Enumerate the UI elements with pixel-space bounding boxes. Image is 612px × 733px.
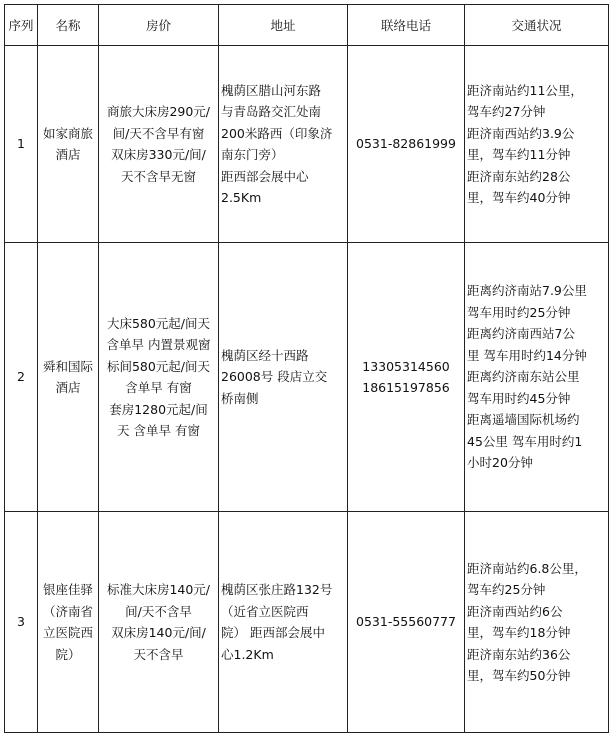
cell-address-line: 院） 距西部会展中 (221, 625, 325, 640)
cell-traffic-line: 驾车用时约25分钟 (467, 304, 571, 320)
cell-traffic-line: 里，驾车约18分钟 (467, 625, 571, 640)
cell-name (38, 512, 99, 733)
header-phone: 联络电话 (348, 5, 465, 46)
table-row (5, 46, 609, 243)
cell-name (38, 46, 99, 243)
cell-address-line: 槐荫区张庄路132号 (221, 582, 333, 597)
cell-price-line: 天不含早无窗 (120, 168, 196, 184)
cell-price (99, 512, 219, 733)
cell-name-line: 银座佳驿 (42, 582, 93, 597)
cell-traffic-line: 距离遥墙国际机场约 (467, 412, 580, 428)
cell-address-line: 桥南侧 (221, 390, 259, 406)
cell-address-line: 26008号 段店立交 (221, 369, 328, 385)
cell-price-line: 双床房140元/间/ (111, 625, 206, 640)
cell-address-line: 槐荫区经十西路 (221, 347, 309, 363)
cell-traffic-line: 45公里 驾车用时约1 (467, 433, 583, 449)
cell-seq: 3 (5, 512, 38, 733)
cell-traffic-line: 距济南东站约36公 (467, 646, 571, 662)
cell-name-line: 立医院西 (42, 625, 93, 640)
cell-price-line: 套房1280元起/间 (109, 401, 208, 417)
hotel-table (4, 4, 609, 733)
cell-address-line: 2.5Km (221, 190, 262, 205)
cell-traffic-line: 里，驾车约50分钟 (467, 668, 571, 683)
cell-traffic (465, 46, 609, 243)
cell-address-line: 200米路西（印象济 (221, 125, 333, 141)
cell-traffic-line: 距济南东站约28公 (467, 168, 571, 184)
cell-phone-line: 13305314560 (362, 358, 450, 374)
cell-price-line: 天 含单早 有窗 (117, 423, 200, 438)
cell-traffic-line: 距济南站约11公里， (467, 82, 583, 98)
cell-traffic-line: 距离约济南东站公里 (467, 369, 580, 385)
cell-address (219, 46, 348, 243)
cell-traffic-line: 距济南西站约3.9公 (467, 125, 575, 141)
cell-price-line: 间/天不含早有窗 (112, 125, 205, 141)
cell-address-line: （近省立医院西 (221, 603, 309, 619)
cell-price-line: 商旅大床房290元/ (106, 104, 211, 119)
cell-traffic-line: 距离约济南西站7公 (467, 326, 575, 342)
cell-price-line: 大床580元起/间天 (106, 315, 211, 331)
cell-name-line: 舜和国际 (42, 358, 93, 374)
cell-price-line: 双床房330元/间/ (111, 147, 206, 162)
cell-price-line: 含单早 有窗 (125, 380, 192, 395)
cell-address-line: 南东门旁） (221, 147, 284, 162)
cell-traffic-line: 里，驾车约11分钟 (467, 147, 571, 162)
header-seq: 序列 (5, 5, 38, 46)
header-price: 房价 (99, 5, 219, 46)
cell-price-line: 天不含早 (133, 646, 184, 662)
cell-seq: 2 (5, 243, 38, 512)
cell-traffic (465, 243, 609, 512)
cell-name-line: 酒店 (55, 380, 81, 395)
cell-phone (348, 243, 465, 512)
cell-traffic-line: 驾车约27分钟 (467, 104, 546, 119)
cell-traffic-line: 距济南站约6.8公里， (467, 560, 587, 576)
cell-address-line: 距西部会展中心 (221, 168, 309, 184)
cell-traffic-line: 里，驾车约40分钟 (467, 190, 571, 205)
cell-address (219, 243, 348, 512)
cell-traffic-line: 驾车用时约45分钟 (467, 390, 571, 406)
cell-traffic-line: 驾车约25分钟 (467, 582, 546, 597)
cell-address-line: 心1.2Km (221, 646, 274, 662)
table-row (5, 512, 609, 733)
cell-traffic-line: 距济南西站约6公 (467, 603, 563, 619)
cell-traffic-line: 里 驾车用时约14分钟 (467, 347, 587, 363)
cell-name (38, 243, 99, 512)
cell-price (99, 46, 219, 243)
cell-name-line: （济南省 (42, 603, 93, 619)
cell-price-line: 间/天不含早 (125, 603, 192, 619)
cell-name-line: 酒店 (55, 147, 81, 162)
cell-phone-line: 0531-55560777 (356, 614, 456, 630)
header-traffic: 交通状况 (465, 5, 609, 46)
cell-price-line: 标准大床房140元/ (106, 582, 211, 597)
table-row (5, 243, 609, 512)
cell-traffic-line: 小时20分钟 (467, 455, 533, 471)
cell-traffic-line: 距离约济南站7.9公里 (467, 283, 587, 299)
cell-phone (348, 46, 465, 243)
cell-name-line: 如家商旅 (42, 125, 93, 141)
cell-price-line: 标间580元起/间天 (106, 358, 211, 374)
header-row (5, 5, 609, 46)
cell-price-line: 含单早 内置景观窗 (106, 337, 211, 352)
cell-phone-line: 18615197856 (362, 380, 450, 395)
cell-phone-line: 0531-82861999 (356, 136, 456, 152)
cell-price (99, 243, 219, 512)
cell-name-line: 院） (55, 646, 81, 662)
cell-traffic (465, 512, 609, 733)
cell-address-line: 槐荫区腊山河东路 (221, 82, 322, 98)
cell-address-line: 与青岛路交汇处南 (221, 104, 322, 119)
header-name: 名称 (38, 5, 99, 46)
cell-seq: 1 (5, 46, 38, 243)
cell-phone (348, 512, 465, 733)
cell-address (219, 512, 348, 733)
header-address: 地址 (219, 5, 348, 46)
